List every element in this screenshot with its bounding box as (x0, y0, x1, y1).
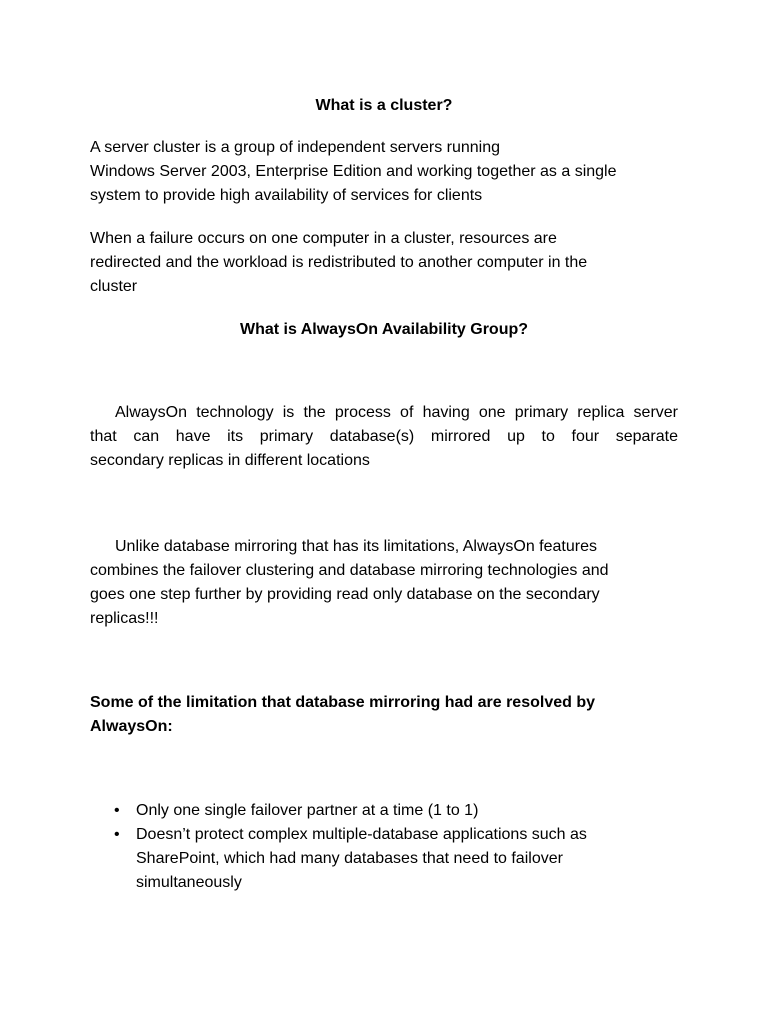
bullet-icon: • (114, 826, 120, 843)
text-line: Windows Server 2003, Enterprise Edition and working together as a single (90, 163, 617, 180)
list-item (90, 799, 678, 823)
text-line: Some of the limitation that database mirroring had are resolved by (90, 694, 595, 711)
text-line: AlwaysOn technology is the process of having one primary replica server (115, 404, 678, 421)
text-line: Only one single failover partner at a time (1 to 1) (136, 802, 479, 819)
text-line: Doesn’t protect complex multiple-database applications such as (136, 826, 587, 843)
paragraph-limitations-heading (90, 691, 678, 739)
paragraph-alwayson-features (90, 535, 678, 631)
text-line: secondary replicas in different locations (90, 452, 370, 469)
text-line: goes one step further by providing read only database on the secondary (90, 586, 600, 603)
text-line: A server cluster is a group of independent servers running (90, 139, 501, 156)
text-line: replicas!!! (90, 610, 159, 627)
list-item (90, 823, 678, 895)
text-line: When a failure occurs on one computer in a cluster, resources are (90, 230, 557, 247)
bullet-icon: • (114, 802, 120, 819)
text-line: SharePoint, which had many databases that need to failover (136, 850, 563, 867)
paragraph-cluster-failover (90, 227, 678, 299)
paragraph-cluster-definition (90, 136, 678, 208)
text-line: AlwaysOn: (90, 718, 173, 735)
text-line: combines the failover clustering and database mirroring technologies and (90, 562, 609, 579)
text-line: Unlike database mirroring that has its limitations, AlwaysOn features (115, 538, 597, 555)
paragraph-alwayson-technology (90, 401, 678, 473)
text-line: that can have its primary database(s) mirrored up to four separate (90, 428, 678, 445)
text-line: cluster (90, 278, 138, 295)
heading-what-is-alwayson: What is AlwaysOn Availability Group? (239, 321, 529, 338)
heading-what-is-cluster: What is a cluster? (315, 97, 453, 114)
text-line: system to provide high availability of services for clients (90, 187, 483, 204)
limitations-list (90, 799, 678, 895)
text-line: simultaneously (136, 874, 242, 891)
text-line: redirected and the workload is redistributed to another computer in the (90, 254, 588, 271)
